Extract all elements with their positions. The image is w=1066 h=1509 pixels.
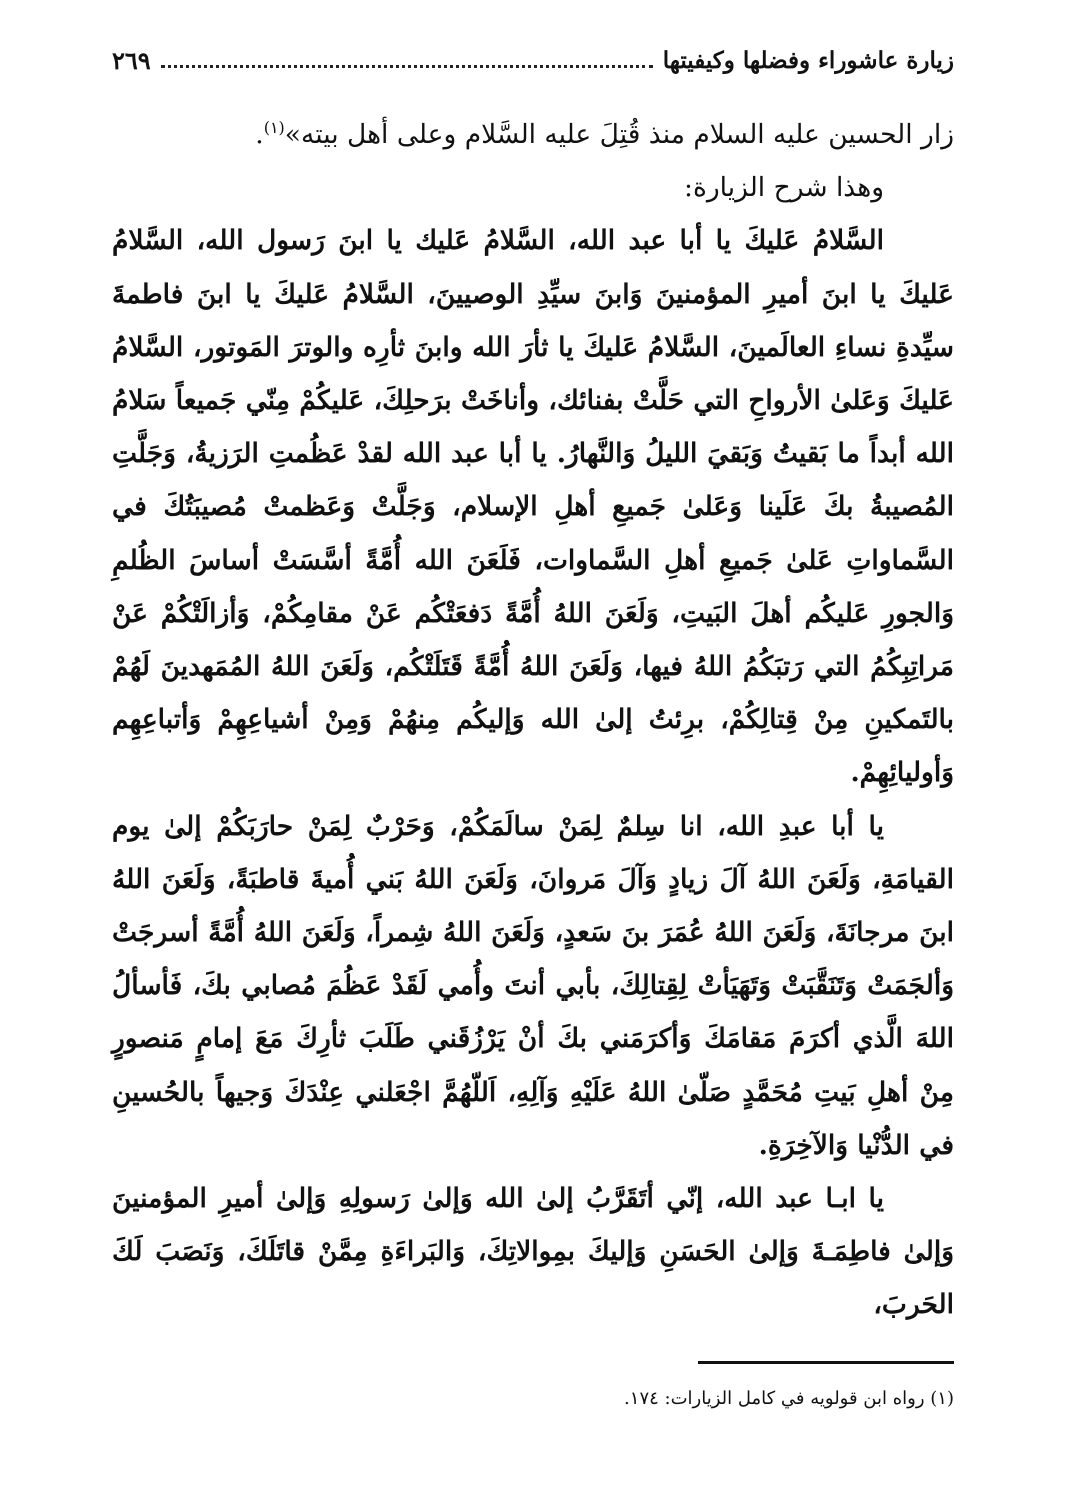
- intro-end: .: [255, 119, 264, 150]
- paragraph-ziyarah-2: يا أبا عبدِ الله، انا سِلمٌ لِمَنْ سالَمَكُمْ، وَحَرْبٌ لِمَنْ حارَبَكُمْ إلىٰ يوم القيامَةِ، وَلَعَنَ اللهُ آلَ زيادٍ وَآلَ مَروانَ، وَلَعَنَ اللهُ بَني أُميةَ قاطبَةً، وَلَعَنَ اللهُ ابنَ مرجانَةَ، وَلَعَنَ اللهُ عُمَرَ بنَ سَعدٍ، وَلَعَنَ اللهُ شِمراً، وَلَعَنَ اللهُ أُمَّةً أسرجَتْ وَألجَمَتْ وَتَنَقَّبَتْ وَتَهَيَأتْ لِقِتالِكَ، بأبي أنتَ وأُمي لَقَدْ عَظُمَ مُصابي بكَ، فَأسألُ اللهَ الَّذي أكرَمَ مَقامَكَ وَأكرَمَني بكَ أنْ يَرْزُقَني طَلَبَ ثأرِكَ مَعَ إمامٍ مَنصورٍ مِنْ أهلِ بَيتِ مُحَمَّدٍ صَلّىٰ اللهُ عَلَيْهِ وَآلِهِ، اَللّهُمَّ اجْعَلني عِنْدَكَ وَجيهاً بالحُسينِ في الدُّنْيا وَالآخِرَةِ.: [112, 810, 954, 1161]
- page-number: ٢٦٩: [112, 45, 151, 75]
- intro-text: زار الحسين عليه السلام منذ قُتِلَ عليه السَّلام وعلى أهل بيته»: [284, 119, 954, 150]
- footnote: (١) رواه ابن قولويه في كامل الزيارات: ١٧٤.: [624, 1388, 954, 1409]
- main-text: [112, 108, 954, 1332]
- subheading: وهذا شرح الزيارة:: [684, 172, 884, 204]
- chapter-title: زيارة عاشوراء وفضلها وكيفيتها: [662, 46, 954, 74]
- paragraph-ziyarah-3: يا ابـا عبد الله، إنّي أتَقَرَّبُ إلىٰ الله وَإلىٰ رَسولِهِ وَإلىٰ أميرِ المؤمنينَ وَإلىٰ فاطِمَـةَ وَإلىٰ الحَسَنِ وَإليكَ بمِوالاتِكَ، وَالبَراءَةِ مِمَّنْ قاتَلَكَ، وَنَصَبَ لَكَ الحَربَ،: [112, 1183, 954, 1321]
- footnote-reference: (١): [263, 118, 285, 138]
- running-header: [112, 40, 954, 80]
- intro-line: [112, 108, 954, 161]
- paragraph-ziyarah-1: السَّلامُ عَليكَ يا أبا عبد الله، السَّلامُ عَليك يا ابنَ رَسول الله، السَّلامُ عَليكَ يا ابنَ أميرِ المؤمنينَ وَابنَ سيِّدِ الوصيينَ، السَّلامُ عَليكَ يا ابنَ فاطمةَ سيِّدةِ نساءِ العالَمينَ، السَّلامُ عَليكَ يا ثأرَ الله وابنَ ثأرِه والوترَ المَوتور، السَّلامُ عَليكَ وَعَلىٰ الأرواحِ التي حَلَّتْ بفنائك، وأناخَتْ برَحلِكَ، عَليكُمْ مِنّي جَميعاً سَلامُ الله أبداً ما بَقيتُ وَبَقيَ الليلُ وَالنَّهارُ. يا أبا عبد الله لقدْ عَظُمتِ الرَزيةُ، وَجَلَّتِ المُصيبةُ بكَ عَلَينا وَعَلىٰ جَميعِ أهلِ الإسلام، وَجَلَّتْ وَعَظمتْ مُصيبَتُكَ في السَّماواتِ عَلىٰ جَميعِ أهلِ السَّماوات، فَلَعَنَ الله أُمَّةً أسَّسَتْ أساسَ الظُلمِ وَالجورِ عَليكُم أهلَ البَيتِ، وَلَعَنَ اللهُ أُمَّةً دَفعَتْكُم عَنْ مقامِكُمْ، وَأزالَتْكُمْ عَنْ مَراتِبِكُمُ التي رَتبَكُمُ اللهُ فيها، وَلَعَنَ اللهُ أُمَّةً قَتَلَتْكُم، وَلَعَنَ اللهُ المُمَهدينَ لَهُمْ بالتَمكينِ مِنْ قِتالِكُمْ، برِئتُ إلىٰ الله وَإليكُم مِنهُمْ وَمِنْ أشياعِهِمْ وَأتباعِهِم وَأوليائِهِمْ.: [112, 225, 954, 789]
- dot-leader: [161, 65, 653, 68]
- footnote-separator: [698, 1361, 954, 1364]
